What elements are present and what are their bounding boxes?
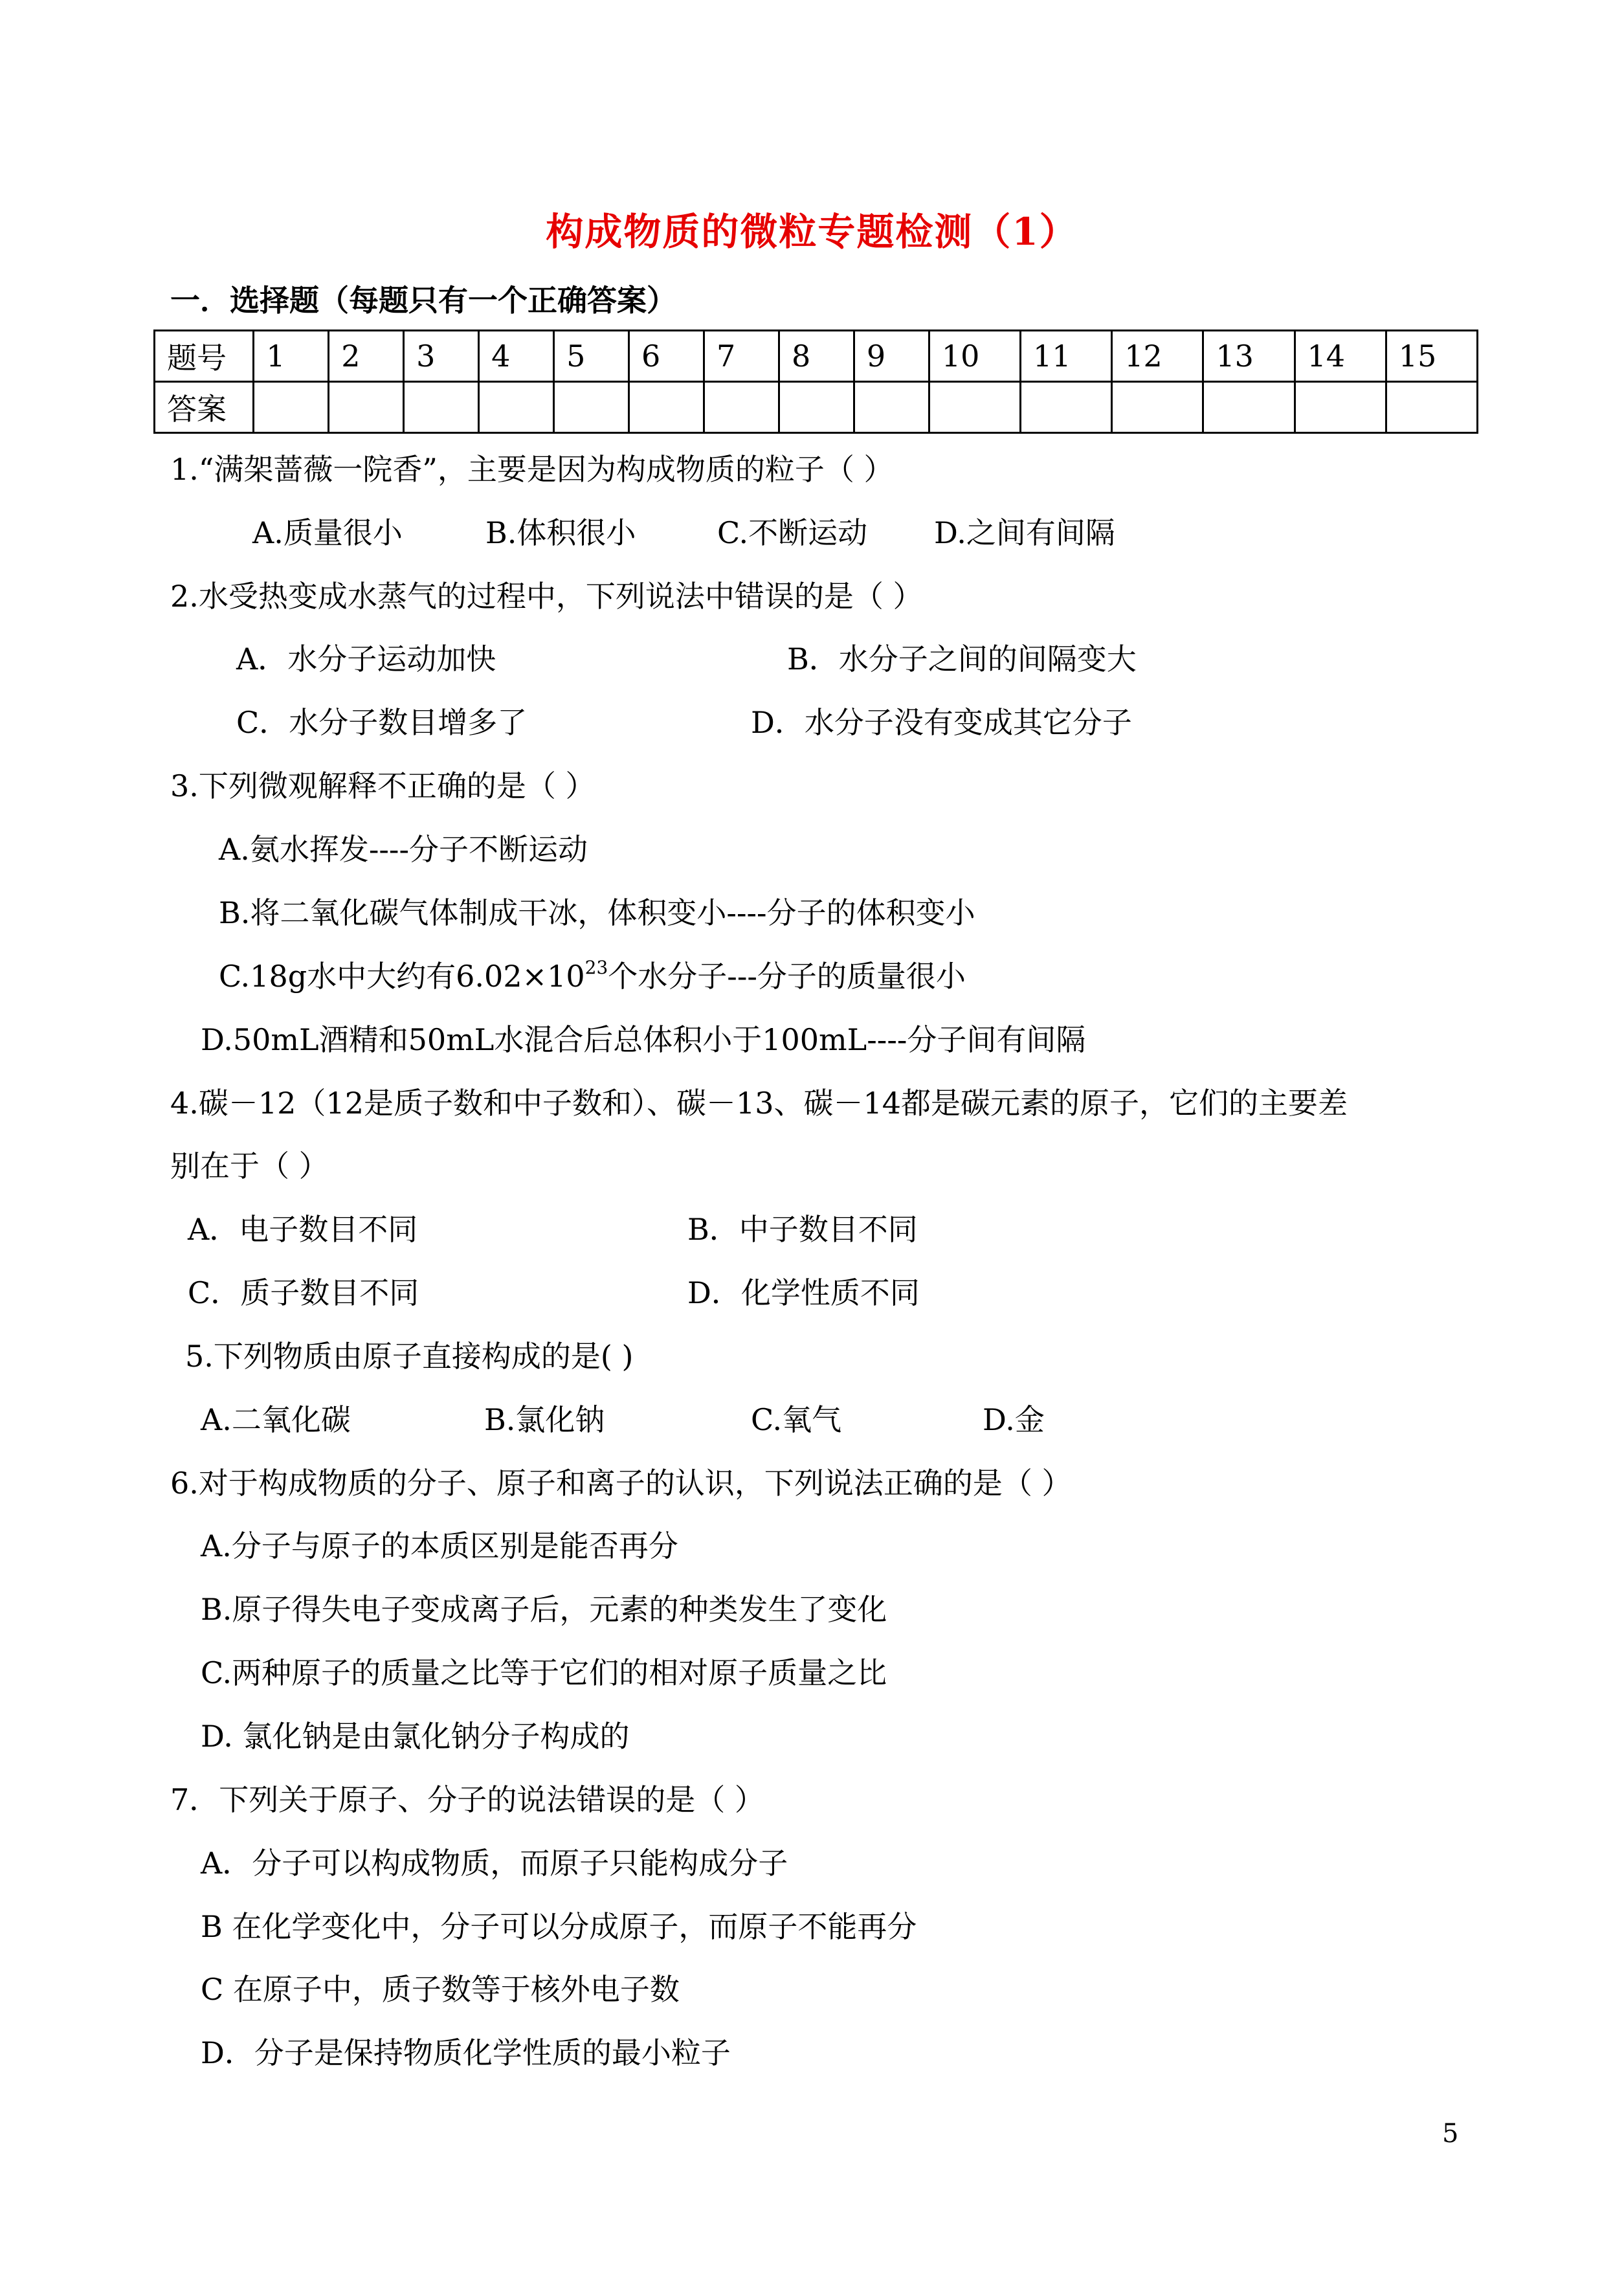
question-6-option-a: A.分子与原子的本质区别是能否再分 xyxy=(201,1528,678,1563)
question-6-option-d: D. 氯化钠是由氯化钠分子构成的 xyxy=(201,1719,630,1754)
question-5-option-a: A.二氧化碳 xyxy=(201,1402,351,1437)
question-4-option-c: C．质子数目不同 xyxy=(188,1275,419,1310)
question-number: 5 xyxy=(554,331,629,382)
question-1-option-c: C.不断运动 xyxy=(717,515,868,550)
answer-cell[interactable] xyxy=(704,382,779,433)
question-number: 11 xyxy=(1021,331,1112,382)
question-6-option-b: B.原子得失电子变成离子后，元素的种类发生了变化 xyxy=(201,1592,887,1627)
question-2-option-a: A．水分子运动加快 xyxy=(236,642,496,677)
answer-cell[interactable] xyxy=(1203,382,1295,433)
question-1-option-a: A.质量很小 xyxy=(252,515,403,550)
answer-cell[interactable] xyxy=(779,382,854,433)
question-6-stem: 6.对于构成物质的分子、原子和离子的认识，下列说法正确的是（ ） xyxy=(170,1466,1072,1501)
question-7-option-b: B 在化学变化中，分子可以分成原子，而原子不能再分 xyxy=(201,1909,917,1944)
question-1-option-b: B.体积很小 xyxy=(485,515,636,550)
answer-cell[interactable] xyxy=(854,382,929,433)
question-2-stem: 2.水受热变成水蒸气的过程中，下列说法中错误的是（ ） xyxy=(170,579,923,614)
question-number: 12 xyxy=(1112,331,1203,382)
page-title: 构成物质的微粒专题检测（1） xyxy=(546,210,1078,254)
answer-cell[interactable] xyxy=(629,382,704,433)
answer-cell[interactable] xyxy=(1021,382,1112,433)
question-number-label: 题号 xyxy=(155,331,254,382)
answer-grid xyxy=(153,330,1478,434)
answer-grid-header-row xyxy=(155,331,1478,382)
answer-grid-answer-row xyxy=(155,382,1478,433)
question-number: 6 xyxy=(629,331,704,382)
question-number: 1 xyxy=(254,331,329,382)
answer-cell[interactable] xyxy=(254,382,329,433)
question-number: 7 xyxy=(704,331,779,382)
question-number: 13 xyxy=(1203,331,1295,382)
question-4-option-a: A．电子数目不同 xyxy=(188,1212,418,1247)
question-4-option-b: B．中子数目不同 xyxy=(687,1212,918,1247)
question-5-option-b: B.氯化钠 xyxy=(484,1402,605,1437)
question-7-option-c: C 在原子中，质子数等于核外电子数 xyxy=(201,1972,680,2007)
answer-cell[interactable] xyxy=(404,382,479,433)
question-3-stem: 3.下列微观解释不正确的是（ ） xyxy=(170,768,595,803)
question-3-option-d: D.50mL酒精和50mL水混合后总体积小于100mL----分子间有间隔 xyxy=(201,1022,1086,1057)
answer-cell[interactable] xyxy=(1295,382,1386,433)
question-5-option-d: D.金 xyxy=(983,1402,1045,1437)
question-3-option-c: C.18g水中大约有$6.02\times 10^{23}$个水分子---分子的质量很小 xyxy=(219,957,966,994)
answer-cell[interactable] xyxy=(1386,382,1477,433)
answer-cell[interactable] xyxy=(1112,382,1203,433)
answer-cell[interactable] xyxy=(929,382,1020,433)
question-number: 8 xyxy=(779,331,854,382)
question-number: 10 xyxy=(929,331,1020,382)
question-7-option-d: D．分子是保持物质化学性质的最小粒子 xyxy=(201,2035,731,2070)
answer-cell[interactable] xyxy=(329,382,404,433)
question-7-stem: 7．下列关于原子、分子的说法错误的是（ ） xyxy=(170,1782,764,1817)
question-number: 15 xyxy=(1386,331,1477,382)
question-number: 9 xyxy=(854,331,929,382)
question-6-option-c: C.两种原子的质量之比等于它们的相对原子质量之比 xyxy=(201,1655,887,1690)
question-1-stem: 1.“满架蔷薇一院香”，主要是因为构成物质的粒子（ ） xyxy=(170,452,894,487)
question-number: 2 xyxy=(329,331,404,382)
answer-cell[interactable] xyxy=(479,382,554,433)
question-4-option-d: D．化学性质不同 xyxy=(687,1275,920,1310)
question-5-option-c: C.氧气 xyxy=(751,1402,842,1437)
question-number: 14 xyxy=(1295,331,1386,382)
question-7-option-a: A．分子可以构成物质，而原子只能构成分子 xyxy=(201,1846,788,1881)
section-heading: 一．选择题（每题只有一个正确答案） xyxy=(170,283,676,318)
question-4-stem: 4.碳－12（12是质子数和中子数和）、碳－13、碳－14都是碳元素的原子，它们的主要差 xyxy=(170,1086,1348,1121)
question-number: 3 xyxy=(404,331,479,382)
answer-cell[interactable] xyxy=(554,382,629,433)
question-number: 4 xyxy=(479,331,554,382)
question-2-option-d: D．水分子没有变成其它分子 xyxy=(751,705,1132,740)
question-2-option-c: C．水分子数目增多了 xyxy=(236,705,528,740)
question-5-stem: 5.下列物质由原子直接构成的是( ) xyxy=(185,1339,634,1374)
question-4-stem-continued: 别在于（ ） xyxy=(170,1148,329,1183)
answer-label: 答案 xyxy=(155,382,254,433)
exponent: 23 xyxy=(584,957,608,978)
question-1-option-d: D.之间有间隔 xyxy=(934,515,1115,550)
page-number: 5 xyxy=(1442,2119,1459,2149)
question-3-option-a: A.氨水挥发----分子不断运动 xyxy=(219,832,588,867)
question-2-option-b: B．水分子之间的间隔变大 xyxy=(787,642,1137,677)
question-3-option-b: B.将二氧化碳气体制成干冰，体积变小----分子的体积变小 xyxy=(219,895,975,930)
